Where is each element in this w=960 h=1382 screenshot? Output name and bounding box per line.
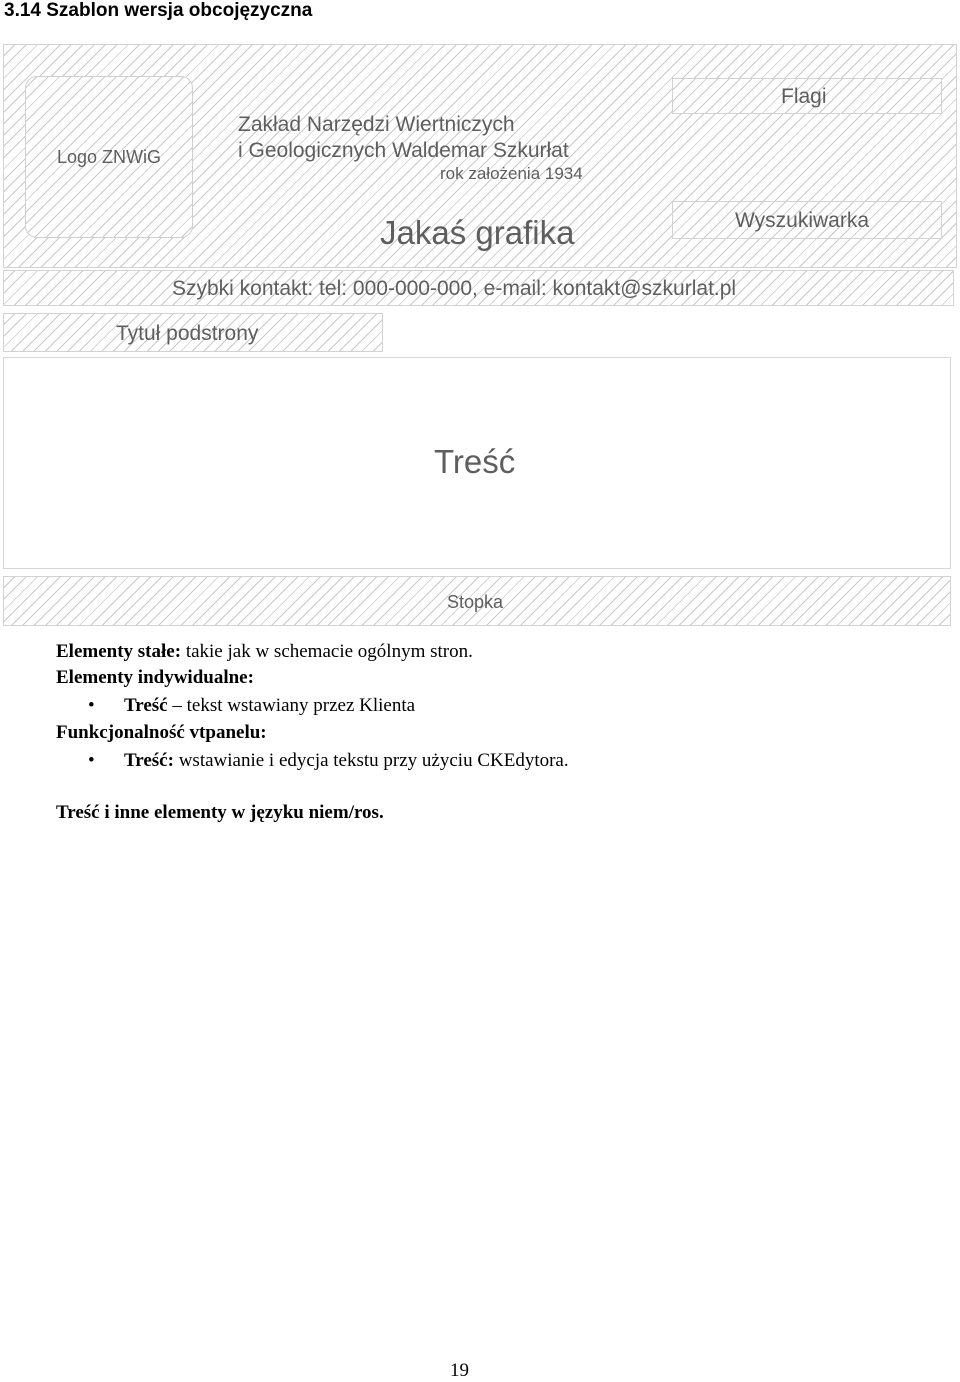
flags-label: Flagi: [781, 85, 827, 108]
search-label: Wyszukiwarka: [735, 209, 869, 232]
logo-label: Logo ZNWiG: [56, 147, 162, 167]
bullet-icon: •: [88, 750, 95, 771]
page-number: 19: [450, 1360, 469, 1381]
individual-item-label: Treść: [124, 695, 168, 716]
section-heading: 3.14 Szablon wersja obcojęzyczna: [4, 0, 313, 21]
graphic-placeholder: Jakaś grafika: [380, 214, 575, 251]
functionality-item-text: wstawianie i edycja tekstu przy użyciu CKEdytora.: [173, 750, 569, 771]
quick-contact-text: Szybki kontakt: tel: 000-000-000, e-mail: kontakt@szkurlat.pl: [172, 277, 737, 300]
company-name-line1: Zakład Narzędzi Wiertniczych: [238, 113, 515, 136]
individual-elements-label: Elementy indywidualne:: [56, 667, 254, 688]
individual-item-text: – tekst wstawiany przez Klienta: [167, 695, 416, 716]
content-label: Treść: [434, 443, 516, 480]
functionality-label: Funkcjonalność vtpanelu:: [56, 722, 267, 743]
fixed-elements-label: Elementy stałe:: [56, 641, 182, 662]
company-name-line2: i Geologicznych Waldemar Szkurłat: [238, 139, 569, 162]
language-note-text: Treść i inne elementy w języku niem/ros.: [56, 802, 384, 823]
subpage-title-label: Tytuł podstrony: [116, 322, 259, 345]
individual-elements-heading: [56, 667, 254, 689]
functionality-item: [124, 750, 569, 772]
founded-year: rok założenia 1934: [440, 164, 583, 183]
language-note: [56, 802, 384, 824]
fixed-elements-line: [56, 641, 473, 663]
bullet-icon: •: [88, 695, 95, 716]
footer-label: Stopka: [447, 592, 504, 612]
fixed-elements-text: takie jak w schemacie ogólnym stron.: [181, 641, 473, 662]
functionality-heading: [56, 722, 267, 744]
functionality-item-label: Treść:: [124, 750, 174, 771]
individual-item: [124, 695, 415, 717]
